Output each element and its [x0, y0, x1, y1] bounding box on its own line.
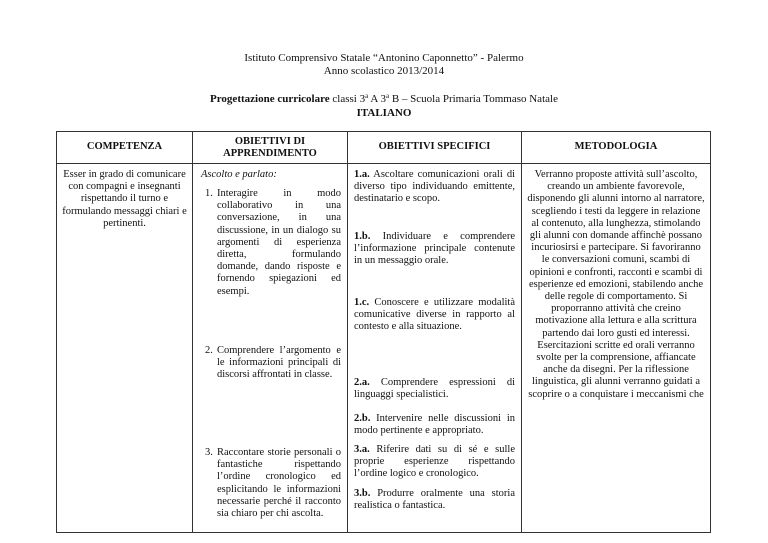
- header-obiettivi-line-1: OBIETTIVI DI: [234, 136, 306, 147]
- obiettivi-cell: [193, 164, 348, 533]
- header-row: [57, 132, 711, 164]
- competenza-cell: [57, 164, 193, 533]
- specifico-item: [354, 488, 515, 512]
- project-classes-2: A 3: [368, 93, 386, 105]
- metodologia-cell: [522, 164, 711, 533]
- curriculum-table: [56, 131, 711, 533]
- specifico-text: Comprendere espressioni di linguaggi specialistici.: [354, 377, 515, 401]
- specifico-code: 2.b.: [354, 413, 371, 424]
- specifico-text: Produrre oralmente una storia realistica o fantastica.: [354, 488, 515, 512]
- header-obiettivi-apprendimento: [193, 132, 348, 164]
- obiettivo-text: Comprendere l’argomento e le informazioni principali di discorsi affrontati in classe.: [217, 345, 341, 381]
- specifico-item: [354, 169, 515, 206]
- sup-a: a: [365, 92, 369, 100]
- specifico-code: 1.a.: [354, 169, 370, 180]
- header-competenza: COMPETENZA: [57, 132, 193, 164]
- specifico-code: 2.a.: [354, 377, 370, 388]
- competenza-text: Esser in grado di comunicare con compagni e insegnanti rispettando il turno e formulando messaggi chiari e pertinenti.: [62, 169, 187, 229]
- project-classes-1: classi 3: [329, 93, 366, 105]
- specifico-text: Intervenire nelle discussioni in modo pertinente e appropriato.: [354, 413, 515, 437]
- specifico-code: 3.b.: [354, 488, 371, 499]
- specifico-code: 3.a.: [354, 444, 370, 455]
- school-year: Anno scolastico 2013/2014: [323, 65, 445, 77]
- obiettivo-item: [205, 188, 341, 298]
- specifici-cell: [348, 164, 522, 533]
- obiettivo-num: 1.: [205, 188, 213, 199]
- header-obiettivi-line-2: APPRENDIMENTO: [223, 148, 317, 160]
- project-line: [0, 93, 768, 106]
- specifico-item: [354, 297, 515, 334]
- content-row: [57, 164, 711, 533]
- specifico-code: 1.c.: [354, 297, 370, 308]
- obiettivo-text: Raccontare storie personali o fantastiche rispettando l’ordine cronologico ed esplicitando le informazioni necessarie perché il racconto sia chiaro per chi ascolta.: [217, 447, 341, 520]
- header-metodologia: METODOLOGIA: [522, 132, 711, 164]
- obiettivo-num: 2.: [205, 345, 213, 356]
- obiettivo-item: [205, 447, 341, 520]
- specifico-item: [354, 231, 515, 268]
- obiettivi-label: Ascolto e parlato:: [201, 169, 277, 180]
- sup-b: a: [385, 92, 390, 100]
- institute-title: Istituto Comprensivo Statale “Antonino Caponnetto” - Palermo: [244, 52, 524, 64]
- subject-title: ITALIANO: [356, 107, 412, 119]
- specifico-item: [354, 377, 515, 401]
- specifico-text: Individuare e comprendere l’informazione principale contenute in un messaggio orale.: [354, 231, 515, 267]
- project-school: B – Scuola Primaria Tommaso Natale: [389, 93, 558, 105]
- specifico-item: [354, 444, 515, 481]
- project-title: Progettazione curricolare: [210, 93, 330, 105]
- specifico-code: 1.b.: [354, 231, 371, 242]
- obiettivo-item: [205, 345, 341, 382]
- obiettivo-text: Interagire in modo collaborativo in una conversazione, in una discussione, in un dialogo su argomenti di esperienza diretta, formulando domande, dando risposte e fornendo spiegazioni ed esempi.: [217, 188, 341, 297]
- header-obiettivi-specifici: OBIETTIVI SPECIFICI: [348, 132, 522, 164]
- obiettivo-num: 3.: [205, 447, 213, 458]
- specifico-text: Conoscere e utilizzare modalità comunicative diverse in rapporto al contesto e alla situazione.: [354, 297, 515, 333]
- metodologia-text: Verranno proposte attività sull’ascolto, creando un ambiente favorevole, disponendo gli alunni intorno al narratore, scegliendo i testi da leggere in relazione al contenuto, alla lunghezza, stimolando gli alunni con domande affinchè possano incuriosirsi e partecipare. Si favoriranno le conversazioni comuni, scambi di opinioni e confronti, racconti e scambi di esperienze ed emozioni, stabilendo anche delle regole di comportamento. Si proporranno attività che creino motivazione alla lettura e alla scrittura partendo dai loro gusti ed interessi. Esercitazioni scritte ed orali verranno svolte per la comprensione, affiancate anche da disegni. Per la riflessione linguistica, gli alunni verranno guidati a scoprire o a conquistare i meccanismi che: [527, 169, 705, 400]
- specifico-text: Riferire dati su di sé e sulle proprie esperienze rispettando l’ordine logico e cronologico.: [354, 444, 515, 480]
- specifico-text: Ascoltare comunicazioni orali di diverso tipo individuando emittente, destinatario e scopo.: [354, 169, 515, 205]
- specifico-item: [354, 413, 515, 437]
